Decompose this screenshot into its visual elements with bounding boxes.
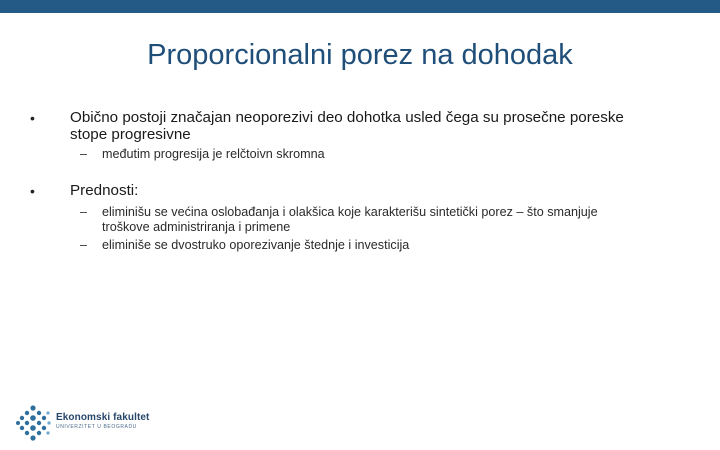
bullet-text-2: Prednosti: [70, 182, 139, 199]
top-accent-bar [0, 0, 720, 13]
sub-bullet-marker: – [80, 147, 87, 161]
sub-bullet-text-2-2: eliminiše se dvostruko oporezivanje štednje i investicija [102, 238, 410, 252]
sub-bullet-text-2-1 [102, 205, 662, 235]
sub-bullet-text-1-1: međutim progresija je relčtoivn skromna [102, 147, 325, 161]
bullet-marker: • [30, 110, 35, 126]
bullet-text-1-line1: Obično postoji značajan neoporezivi deo dohotka usled čega su prosečne poreske [70, 109, 624, 126]
sub-bullet-text-2-1-line2: troškove administriranja i primene [102, 220, 291, 234]
logo-subtitle: UNIVERZITET U BEOGRADU [56, 424, 137, 430]
sub-bullet-marker: – [80, 238, 87, 252]
bullet-marker: • [30, 183, 35, 199]
faculty-logo-icon [15, 404, 155, 442]
logo-name: Ekonomski fakultet [56, 412, 150, 423]
bullet-text-1-line2: stope progresivne [70, 126, 191, 143]
sub-bullet-text-2-1-line1: eliminišu se većina oslobađanja i olakšica koje karakterišu sintetički porez – što smanjuje [102, 205, 598, 219]
bullet-text-1 [70, 109, 670, 143]
slide-title: Proporcionalni porez na dohodak [147, 39, 573, 71]
sub-bullet-marker: – [80, 205, 87, 219]
